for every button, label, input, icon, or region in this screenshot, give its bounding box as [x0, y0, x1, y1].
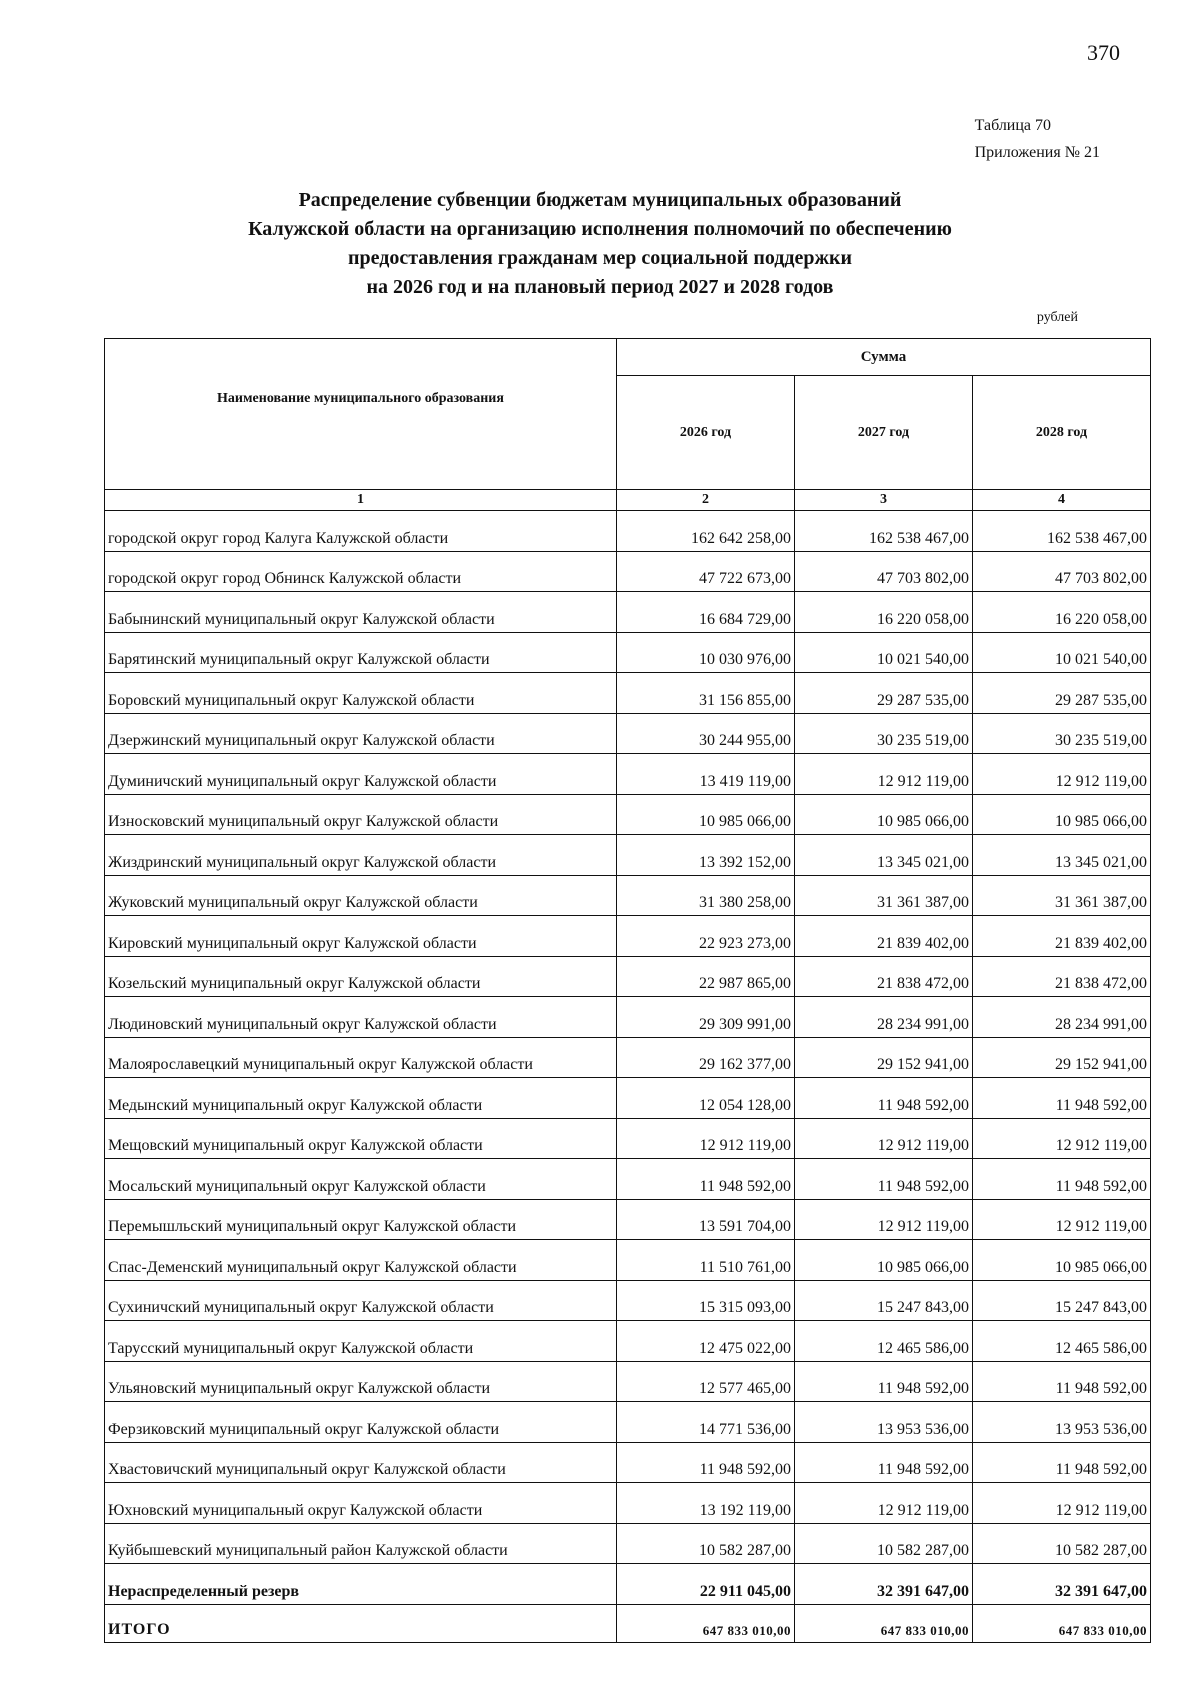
header-name-column: Наименование муниципального образования	[105, 339, 617, 490]
amount-2027-cell: 16 220 058,00	[795, 592, 973, 633]
column-number-1: 1	[105, 490, 617, 511]
amount-2026-cell: 16 684 729,00	[617, 592, 795, 633]
municipality-name-cell: Сухиничский муниципальный округ Калужской области	[105, 1280, 617, 1321]
amount-2028-cell: 29 152 941,00	[973, 1037, 1151, 1078]
table-row	[105, 1442, 1151, 1483]
table-row	[105, 1483, 1151, 1524]
table-row	[105, 835, 1151, 876]
table-row	[105, 511, 1151, 552]
amount-2028-cell: 15 247 843,00	[973, 1280, 1151, 1321]
table-row	[105, 673, 1151, 714]
header-year-2028: 2028 год	[973, 376, 1151, 490]
amount-2026-cell: 10 030 976,00	[617, 632, 795, 673]
municipality-name-cell: ИТОГО	[105, 1604, 617, 1642]
table-row	[105, 1321, 1151, 1362]
municipality-name-cell: Износковский муниципальный округ Калужской области	[105, 794, 617, 835]
header-sum: Сумма	[617, 339, 1151, 376]
table-row	[105, 1240, 1151, 1281]
amount-2027-cell: 29 152 941,00	[795, 1037, 973, 1078]
amount-2027-cell: 11 948 592,00	[795, 1442, 973, 1483]
municipality-name-cell: городской округ город Обнинск Калужской области	[105, 551, 617, 592]
amount-2027-cell: 10 985 066,00	[795, 794, 973, 835]
amount-2027-cell: 28 234 991,00	[795, 997, 973, 1038]
amount-2026-cell: 22 987 865,00	[617, 956, 795, 997]
table-row	[105, 1361, 1151, 1402]
amount-2026-cell: 15 315 093,00	[617, 1280, 795, 1321]
amount-2028-cell: 10 582 287,00	[973, 1523, 1151, 1564]
amount-2026-cell: 10 582 287,00	[617, 1523, 795, 1564]
municipality-name-cell: Малоярославецкий муниципальный округ Калужской области	[105, 1037, 617, 1078]
column-number-3: 3	[795, 490, 973, 511]
amount-2027-cell: 12 912 119,00	[795, 1199, 973, 1240]
total-row	[105, 1604, 1151, 1642]
table-row	[105, 713, 1151, 754]
amount-2026-cell: 12 912 119,00	[617, 1118, 795, 1159]
table-reference	[975, 112, 1100, 166]
amount-2028-cell: 12 912 119,00	[973, 754, 1151, 795]
table-row	[105, 794, 1151, 835]
municipality-name-cell: Юхновский муниципальный округ Калужской области	[105, 1483, 617, 1524]
amount-2028-cell: 21 838 472,00	[973, 956, 1151, 997]
amount-2026-cell: 12 475 022,00	[617, 1321, 795, 1362]
amount-2026-cell: 10 985 066,00	[617, 794, 795, 835]
amount-2027-cell: 21 839 402,00	[795, 916, 973, 957]
amount-2027-cell: 12 465 586,00	[795, 1321, 973, 1362]
municipality-name-cell: Куйбышевский муниципальный район Калужской области	[105, 1523, 617, 1564]
municipality-name-cell: Людиновский муниципальный округ Калужской области	[105, 997, 617, 1038]
amount-2026-cell: 13 419 119,00	[617, 754, 795, 795]
table-ref-line2: Приложения № 21	[974, 144, 1100, 161]
table-row	[105, 632, 1151, 673]
municipality-name-cell: Ульяновский муниципальный округ Калужской области	[105, 1361, 617, 1402]
amount-2026-cell: 11 510 761,00	[617, 1240, 795, 1281]
table-row	[105, 1523, 1151, 1564]
municipality-name-cell: Дзержинский муниципальный округ Калужской области	[105, 713, 617, 754]
amount-2026-cell: 14 771 536,00	[617, 1402, 795, 1443]
amount-2027-cell: 11 948 592,00	[795, 1078, 973, 1119]
amount-2028-cell: 28 234 991,00	[973, 997, 1151, 1038]
amount-2027-cell: 12 912 119,00	[795, 1483, 973, 1524]
document-title	[0, 186, 1200, 302]
amount-2028-cell: 21 839 402,00	[973, 916, 1151, 957]
amount-2028-cell: 647 833 010,00	[973, 1604, 1151, 1642]
column-number-2: 2	[617, 490, 795, 511]
amount-2026-cell: 12 054 128,00	[617, 1078, 795, 1119]
amount-2026-cell: 47 722 673,00	[617, 551, 795, 592]
amount-2027-cell: 32 391 647,00	[795, 1564, 973, 1605]
amount-2028-cell: 11 948 592,00	[973, 1442, 1151, 1483]
amount-2028-cell: 30 235 519,00	[973, 713, 1151, 754]
amount-2027-cell: 10 582 287,00	[795, 1523, 973, 1564]
amount-2026-cell: 30 244 955,00	[617, 713, 795, 754]
title-line4: на 2026 год и на плановый период 2027 и 2028 годов	[366, 276, 834, 298]
column-number-4: 4	[973, 490, 1151, 511]
table-row	[105, 875, 1151, 916]
table-row	[105, 551, 1151, 592]
municipality-name-cell: Медынский муниципальный округ Калужской области	[105, 1078, 617, 1119]
municipality-name-cell: Хвастовичский муниципальный округ Калужской области	[105, 1442, 617, 1483]
amount-2026-cell: 13 192 119,00	[617, 1483, 795, 1524]
table-row	[105, 1078, 1151, 1119]
table-ref-line1: Таблица 70	[974, 117, 1052, 134]
amount-2028-cell: 13 345 021,00	[973, 835, 1151, 876]
amount-2027-cell: 30 235 519,00	[795, 713, 973, 754]
amount-2028-cell: 162 538 467,00	[973, 511, 1151, 552]
amount-2027-cell: 13 953 536,00	[795, 1402, 973, 1443]
amount-2027-cell: 162 538 467,00	[795, 511, 973, 552]
amount-2027-cell: 21 838 472,00	[795, 956, 973, 997]
amount-2027-cell: 15 247 843,00	[795, 1280, 973, 1321]
municipality-name-cell: Нераспределенный резерв	[105, 1564, 617, 1605]
municipality-name-cell: Думиничский муниципальный округ Калужской области	[105, 754, 617, 795]
amount-2027-cell: 12 912 119,00	[795, 1118, 973, 1159]
table-row	[105, 916, 1151, 957]
municipality-name-cell: Мосальский муниципальный округ Калужской области	[105, 1159, 617, 1200]
amount-2028-cell: 11 948 592,00	[973, 1078, 1151, 1119]
amount-2028-cell: 12 912 119,00	[973, 1199, 1151, 1240]
municipality-name-cell: Мещовский муниципальный округ Калужской области	[105, 1118, 617, 1159]
amount-2026-cell: 11 948 592,00	[617, 1442, 795, 1483]
amount-2027-cell: 13 345 021,00	[795, 835, 973, 876]
title-line1: Распределение субвенции бюджетам муниципальных образований	[298, 189, 902, 211]
amount-2027-cell: 47 703 802,00	[795, 551, 973, 592]
amount-2026-cell: 31 156 855,00	[617, 673, 795, 714]
table-row	[105, 1280, 1151, 1321]
amount-2028-cell: 10 985 066,00	[973, 1240, 1151, 1281]
amount-2028-cell: 11 948 592,00	[973, 1361, 1151, 1402]
amount-2026-cell: 13 392 152,00	[617, 835, 795, 876]
municipality-name-cell: Жуковский муниципальный округ Калужской области	[105, 875, 617, 916]
amount-2028-cell: 32 391 647,00	[973, 1564, 1151, 1605]
amount-2028-cell: 12 465 586,00	[973, 1321, 1151, 1362]
municipality-name-cell: Барятинский муниципальный округ Калужской области	[105, 632, 617, 673]
amount-2026-cell: 13 591 704,00	[617, 1199, 795, 1240]
amount-2027-cell: 11 948 592,00	[795, 1361, 973, 1402]
page-number: 370	[1087, 40, 1120, 65]
municipality-name-cell: Тарусский муниципальный округ Калужской области	[105, 1321, 617, 1362]
amount-2026-cell: 31 380 258,00	[617, 875, 795, 916]
amount-2026-cell: 29 162 377,00	[617, 1037, 795, 1078]
header-year-2026: 2026 год	[617, 376, 795, 490]
amount-2027-cell: 11 948 592,00	[795, 1159, 973, 1200]
amount-2027-cell: 31 361 387,00	[795, 875, 973, 916]
amount-2028-cell: 16 220 058,00	[973, 592, 1151, 633]
amount-2026-cell: 12 577 465,00	[617, 1361, 795, 1402]
municipality-name-cell: Перемышльский муниципальный округ Калужской области	[105, 1199, 617, 1240]
distribution-table	[104, 338, 1151, 1643]
currency-unit: рублей	[1036, 310, 1078, 325]
municipality-name-cell: Кировский муниципальный округ Калужской области	[105, 916, 617, 957]
table-row	[105, 1402, 1151, 1443]
municipality-name-cell: Жиздринский муниципальный округ Калужской области	[105, 835, 617, 876]
amount-2026-cell: 22 911 045,00	[617, 1564, 795, 1605]
municipality-name-cell: Бабынинский муниципальный округ Калужской области	[105, 592, 617, 633]
amount-2027-cell: 12 912 119,00	[795, 754, 973, 795]
amount-2026-cell: 22 923 273,00	[617, 916, 795, 957]
amount-2028-cell: 13 953 536,00	[973, 1402, 1151, 1443]
amount-2028-cell: 11 948 592,00	[973, 1159, 1151, 1200]
title-line3: предоставления гражданам мер социальной поддержки	[347, 247, 853, 269]
amount-2028-cell: 31 361 387,00	[973, 875, 1151, 916]
table-row	[105, 1118, 1151, 1159]
table-row	[105, 592, 1151, 633]
table-row	[105, 1037, 1151, 1078]
amount-2028-cell: 12 912 119,00	[973, 1118, 1151, 1159]
table-body	[105, 511, 1151, 1643]
municipality-name-cell: Ферзиковский муниципальный округ Калужской области	[105, 1402, 617, 1443]
header-year-2027: 2027 год	[795, 376, 973, 490]
amount-2028-cell: 47 703 802,00	[973, 551, 1151, 592]
table-row	[105, 754, 1151, 795]
amount-2026-cell: 647 833 010,00	[617, 1604, 795, 1642]
municipality-name-cell: Спас-Деменский муниципальный округ Калужской области	[105, 1240, 617, 1281]
table-row	[105, 997, 1151, 1038]
amount-2027-cell: 29 287 535,00	[795, 673, 973, 714]
amount-2027-cell: 10 985 066,00	[795, 1240, 973, 1281]
reserve-row	[105, 1564, 1151, 1605]
table-row	[105, 956, 1151, 997]
title-line2: Калужской области на организацию исполнения полномочий по обеспечению	[248, 218, 952, 240]
amount-2026-cell: 29 309 991,00	[617, 997, 795, 1038]
municipality-name-cell: Боровский муниципальный округ Калужской области	[105, 673, 617, 714]
amount-2026-cell: 162 642 258,00	[617, 511, 795, 552]
table-row	[105, 1199, 1151, 1240]
amount-2027-cell: 10 021 540,00	[795, 632, 973, 673]
amount-2027-cell: 647 833 010,00	[795, 1604, 973, 1642]
amount-2028-cell: 10 021 540,00	[973, 632, 1151, 673]
amount-2028-cell: 12 912 119,00	[973, 1483, 1151, 1524]
municipality-name-cell: городской округ город Калуга Калужской области	[105, 511, 617, 552]
table-row	[105, 1159, 1151, 1200]
amount-2028-cell: 29 287 535,00	[973, 673, 1151, 714]
amount-2028-cell: 10 985 066,00	[973, 794, 1151, 835]
amount-2026-cell: 11 948 592,00	[617, 1159, 795, 1200]
municipality-name-cell: Козельский муниципальный округ Калужской области	[105, 956, 617, 997]
